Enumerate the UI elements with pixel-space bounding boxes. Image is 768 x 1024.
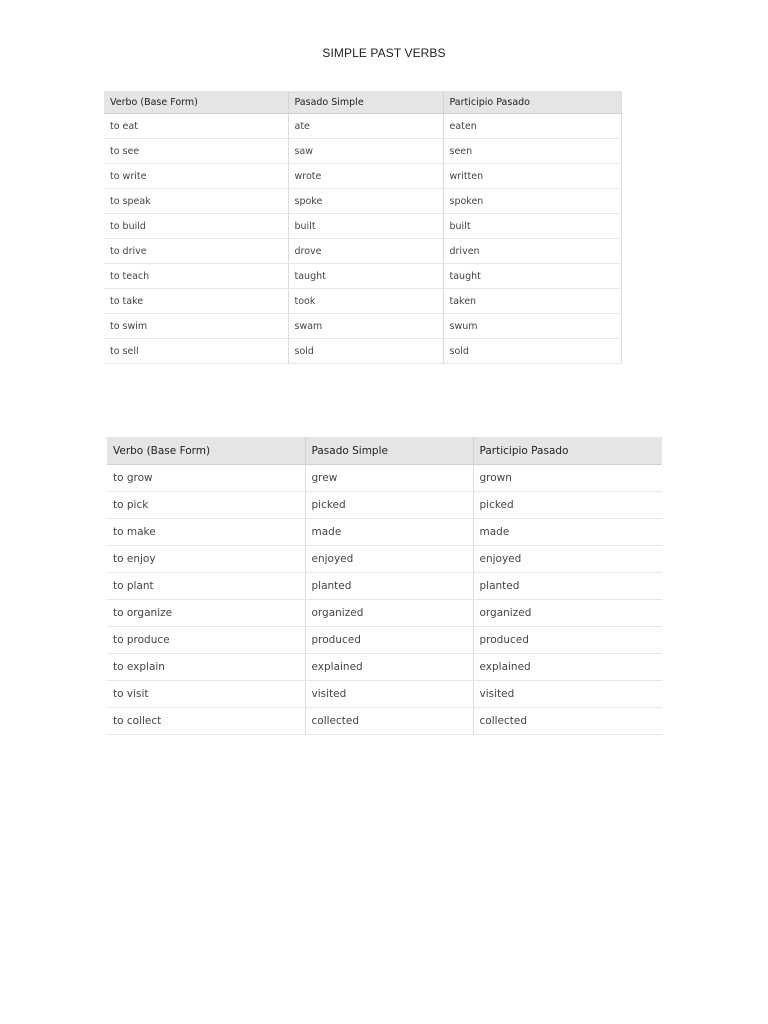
column-header-base-form: Verbo (Base Form) (104, 91, 288, 114)
cell-participio-pasado: eaten (443, 114, 621, 139)
table-row (104, 264, 621, 289)
table-row (104, 289, 621, 314)
column-header-pasado-simple: Pasado Simple (288, 91, 443, 114)
cell-participio-pasado: grown (473, 465, 662, 492)
cell-base-form: to make (107, 519, 305, 546)
cell-pasado-simple: spoke (288, 189, 443, 214)
table-row (107, 465, 662, 492)
cell-pasado-simple: ate (288, 114, 443, 139)
cell-participio-pasado: sold (443, 339, 621, 364)
cell-participio-pasado: spoken (443, 189, 621, 214)
cell-participio-pasado: swum (443, 314, 621, 339)
cell-participio-pasado: taken (443, 289, 621, 314)
cell-pasado-simple: sold (288, 339, 443, 364)
table-row (104, 214, 621, 239)
cell-pasado-simple: swam (288, 314, 443, 339)
cell-participio-pasado: built (443, 214, 621, 239)
table-row (104, 314, 621, 339)
cell-base-form: to pick (107, 492, 305, 519)
cell-participio-pasado: produced (473, 627, 662, 654)
cell-pasado-simple: produced (305, 627, 473, 654)
cell-pasado-simple: planted (305, 573, 473, 600)
column-header-participio-pasado: Participio Pasado (443, 91, 621, 114)
cell-participio-pasado: collected (473, 708, 662, 735)
table-header-row (104, 91, 621, 114)
table-row (107, 654, 662, 681)
cell-base-form: to speak (104, 189, 288, 214)
cell-pasado-simple: picked (305, 492, 473, 519)
cell-base-form: to swim (104, 314, 288, 339)
cell-pasado-simple: explained (305, 654, 473, 681)
table-header-row (107, 437, 662, 465)
cell-base-form: to visit (107, 681, 305, 708)
cell-participio-pasado: enjoyed (473, 546, 662, 573)
table-row (107, 519, 662, 546)
verb-table-1 (104, 91, 622, 364)
table-row (107, 546, 662, 573)
cell-base-form: to grow (107, 465, 305, 492)
cell-pasado-simple: built (288, 214, 443, 239)
cell-participio-pasado: seen (443, 139, 621, 164)
cell-participio-pasado: made (473, 519, 662, 546)
cell-participio-pasado: taught (443, 264, 621, 289)
cell-base-form: to organize (107, 600, 305, 627)
cell-participio-pasado: explained (473, 654, 662, 681)
table-row (107, 681, 662, 708)
cell-pasado-simple: made (305, 519, 473, 546)
cell-pasado-simple: enjoyed (305, 546, 473, 573)
table-row (107, 492, 662, 519)
column-header-base-form: Verbo (Base Form) (107, 437, 305, 465)
cell-base-form: to see (104, 139, 288, 164)
cell-pasado-simple: collected (305, 708, 473, 735)
table-row (107, 600, 662, 627)
cell-participio-pasado: planted (473, 573, 662, 600)
cell-pasado-simple: wrote (288, 164, 443, 189)
cell-pasado-simple: took (288, 289, 443, 314)
cell-base-form: to drive (104, 239, 288, 264)
cell-base-form: to explain (107, 654, 305, 681)
cell-participio-pasado: visited (473, 681, 662, 708)
table-row (107, 708, 662, 735)
table-row (104, 239, 621, 264)
page-title: SIMPLE PAST VERBS (322, 46, 446, 60)
cell-participio-pasado: organized (473, 600, 662, 627)
cell-base-form: to eat (104, 114, 288, 139)
cell-base-form: to write (104, 164, 288, 189)
cell-participio-pasado: picked (473, 492, 662, 519)
cell-pasado-simple: saw (288, 139, 443, 164)
cell-base-form: to produce (107, 627, 305, 654)
cell-base-form: to plant (107, 573, 305, 600)
table-row (104, 339, 621, 364)
table-row (107, 573, 662, 600)
cell-base-form: to sell (104, 339, 288, 364)
column-header-participio-pasado: Participio Pasado (473, 437, 662, 465)
table-row (104, 139, 621, 164)
cell-pasado-simple: drove (288, 239, 443, 264)
cell-base-form: to take (104, 289, 288, 314)
cell-base-form: to collect (107, 708, 305, 735)
column-header-pasado-simple: Pasado Simple (305, 437, 473, 465)
table-row (104, 114, 621, 139)
cell-participio-pasado: driven (443, 239, 621, 264)
table-row (104, 189, 621, 214)
cell-base-form: to enjoy (107, 546, 305, 573)
verb-table-2 (107, 437, 662, 735)
cell-participio-pasado: written (443, 164, 621, 189)
table-row (107, 627, 662, 654)
cell-pasado-simple: taught (288, 264, 443, 289)
cell-pasado-simple: organized (305, 600, 473, 627)
cell-base-form: to teach (104, 264, 288, 289)
cell-pasado-simple: visited (305, 681, 473, 708)
cell-base-form: to build (104, 214, 288, 239)
cell-pasado-simple: grew (305, 465, 473, 492)
table-row (104, 164, 621, 189)
